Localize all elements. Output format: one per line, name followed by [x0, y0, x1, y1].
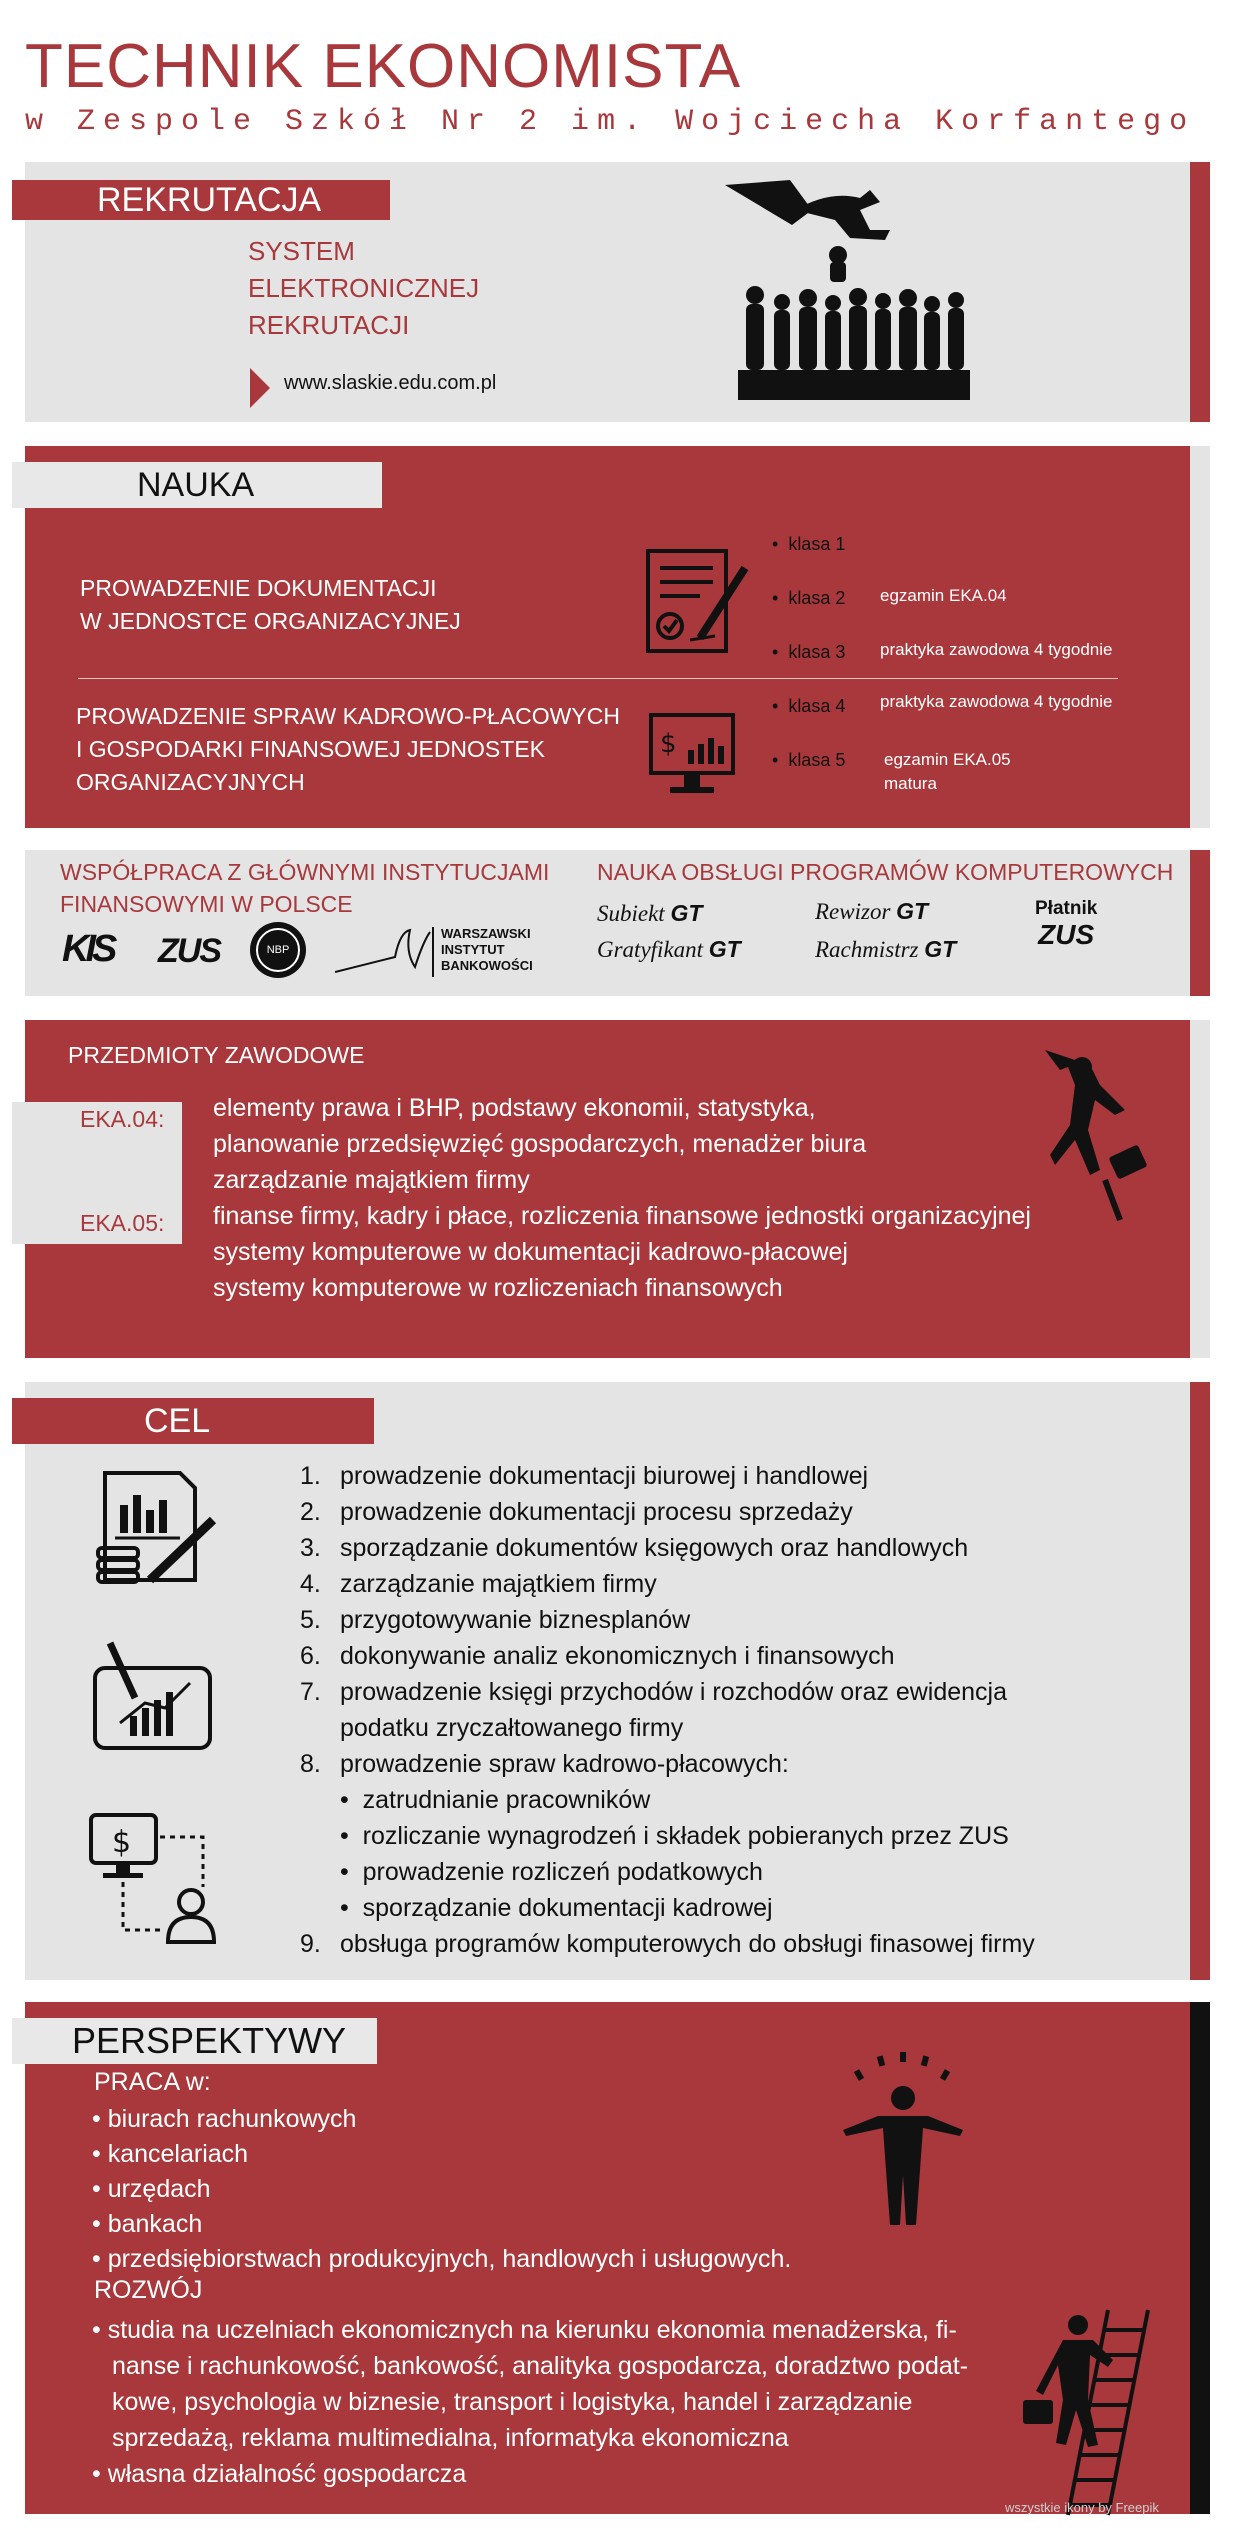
businessman-question-icon	[838, 2050, 968, 2230]
class-note: egzamin EKA.04	[880, 586, 1007, 605]
rekrutacja-tab: REKRUTACJA	[12, 180, 390, 220]
cel-item: 6. dokonywanie analiz ekonomicznych i finansowych	[300, 1642, 895, 1670]
praca-list	[92, 2102, 791, 2277]
monitor-chart-icon	[648, 712, 736, 798]
cel-item: 5. przygotowywanie biznesplanów	[300, 1606, 691, 1634]
businessman-ladder-icon	[1018, 2305, 1168, 2520]
cel-subitem: • zatrudnianie pracowników	[340, 1786, 651, 1814]
svg-text:$: $	[660, 729, 677, 759]
cel-item: 2. prowadzenie dokumentacji procesu sprzedaży	[300, 1498, 853, 1526]
rozwoj-item: • własna działalność gospodarcza	[92, 2460, 467, 2488]
icons-credit: wszystkie ikony by Freepik	[1005, 2500, 1159, 2515]
document-sign-icon	[645, 548, 755, 656]
cel-subitem: • sporządzanie dokumentacji kadrowej	[340, 1894, 773, 1922]
cel-subitem: • rozliczanie wynagrodzeń i składek pobieranych przez ZUS	[340, 1822, 1009, 1850]
page-subtitle: w Zespole Szkół Nr 2 im. Wojciecha Korfantego	[25, 105, 1196, 139]
class-note: egzamin EKA.05 matura	[884, 750, 1011, 793]
class-item: • klasa 1	[772, 534, 846, 554]
cel-list	[300, 1458, 1035, 1962]
class-item: • klasa 5	[772, 750, 846, 770]
class-list	[772, 534, 1192, 794]
cel-item: 8. prowadzenie spraw kadrowo-płacowych:	[300, 1750, 789, 1778]
rozwoj-list: • studia na uczelniach ekonomicznych na kierunku ekonomia menadżerska, fi- nanse i rachunkowość, bankowość, analityka gospodarcza, doradztwo podat- kowe, psychologia w biznesie, transport i logistyka, handel i zarządzanie sprzedażą, reklama multimedialna, informatyka ekonomiczna • własna działalność gospodarcza	[92, 2312, 968, 2492]
program-subiekt: Subiekt GT	[597, 900, 703, 926]
recruitment-link[interactable]: www.slaskie.edu.com.pl	[284, 372, 497, 394]
eka05-label: EKA.05:	[80, 1210, 165, 1236]
program-rewizor: Rewizor GT	[815, 898, 929, 924]
program-rachmistrz: Rachmistrz GT	[815, 936, 957, 962]
cel-item: 3. sporządzanie dokumentów księgowych oraz handlowych	[300, 1534, 969, 1562]
przedmioty-list: elementy prawa i BHP, podstawy ekonomii, statystyka, planowanie przedsięwzięć gospodarczych, menadżer biura zarządzanie majątkiem firmy finanse firmy, kadry i płace, rozliczenia finansowe jednostki organizacyjnej systemy komputerowe w dokumentacji kadrowo-płacowej systemy komputerowe w rozliczeniach finansowych	[213, 1094, 1031, 1302]
crowd-selection-icon	[720, 180, 980, 405]
nauka-item-dokumentacja: PROWADZENIE DOKUMENTACJI W JEDNOSTCE ORGANIZACYJNEJ	[80, 575, 461, 634]
nauka-item-kadry: PROWADZENIE SPRAW KADROWO-PŁACOWYCH I GOSPODARKI FINANSOWEJ JEDNOSTEK ORGANIZACYJNYCH	[76, 703, 620, 795]
zus-logo: ZUS	[158, 932, 220, 970]
nbp-logo: NBP	[250, 922, 306, 978]
class-item: • klasa 3	[772, 642, 846, 662]
report-pen-icon	[95, 1470, 220, 1590]
cel-tab: CEL	[12, 1398, 374, 1444]
page-title: TECHNIK EKONOMISTA	[25, 32, 742, 101]
kis-logo: KIS	[62, 928, 114, 970]
praca-item: • przedsiębiorstwach produkcyjnych, handlowych i usługowych.	[92, 2245, 792, 2273]
program-gratyfikant: Gratyfikant GT	[597, 936, 741, 962]
praca-item: • biurach rachunkowych	[92, 2105, 357, 2133]
cel-subitem: • prowadzenie rozliczeń podatkowych	[340, 1858, 763, 1886]
perspektywy-tab: PERSPEKTYWY	[12, 2018, 377, 2064]
class-item: • klasa 2	[772, 588, 846, 608]
przedmioty-heading: PRZEDMIOTY ZAWODOWE	[68, 1042, 365, 1068]
platnik-logo: Płatnik ZUS	[1035, 898, 1098, 950]
cel-item: 9. obsługa programów komputerowych do obsługi finasowej firmy	[300, 1930, 1035, 1958]
eka04-label: EKA.04:	[80, 1106, 165, 1132]
rekrutacja-system-text: SYSTEM ELEKTRONICZNEJ REKRUTACJI	[248, 236, 480, 340]
businessman-jumping-icon	[1030, 1045, 1150, 1225]
programs-heading: NAUKA OBSŁUGI PROGRAMÓW KOMPUTEROWYCH	[597, 859, 1174, 885]
wspolpraca-heading: WSPÓŁPRACA Z GŁÓWNYMI INSTYTUCJAMI FINANSOWYMI W POLSCE	[60, 859, 550, 917]
class-note: praktyka zawodowa 4 tygodnie	[880, 692, 1113, 711]
rozwoj-item: • studia na uczelniach ekonomicznych na kierunku ekonomia menadżerska, fi-	[92, 2316, 957, 2344]
praca-item: • urzędach	[92, 2175, 211, 2203]
praca-item: • bankach	[92, 2210, 203, 2238]
monitor-user-icon	[88, 1812, 218, 1947]
cel-item: podatku zryczałtowanego firmy	[340, 1714, 684, 1742]
cel-item: 4. zarządzanie majątkiem firmy	[300, 1570, 657, 1598]
arrow-right-icon	[250, 368, 270, 408]
class-item: • klasa 4	[772, 696, 846, 716]
rozwoj-heading: ROZWÓJ	[94, 2276, 203, 2304]
cel-item: 7. prowadzenie księgi przychodów i rozchodów oraz ewidencja	[300, 1678, 1008, 1706]
blueprint-chart-icon	[90, 1638, 215, 1758]
svg-text:$: $	[112, 1825, 132, 1860]
nauka-tab: NAUKA	[12, 462, 382, 508]
cel-item: 1. prowadzenie dokumentacji biurowej i handlowej	[300, 1462, 869, 1490]
praca-heading: PRACA w:	[94, 2068, 211, 2096]
praca-item: • kancelariach	[92, 2140, 249, 2168]
class-note: praktyka zawodowa 4 tygodnie	[880, 640, 1113, 659]
